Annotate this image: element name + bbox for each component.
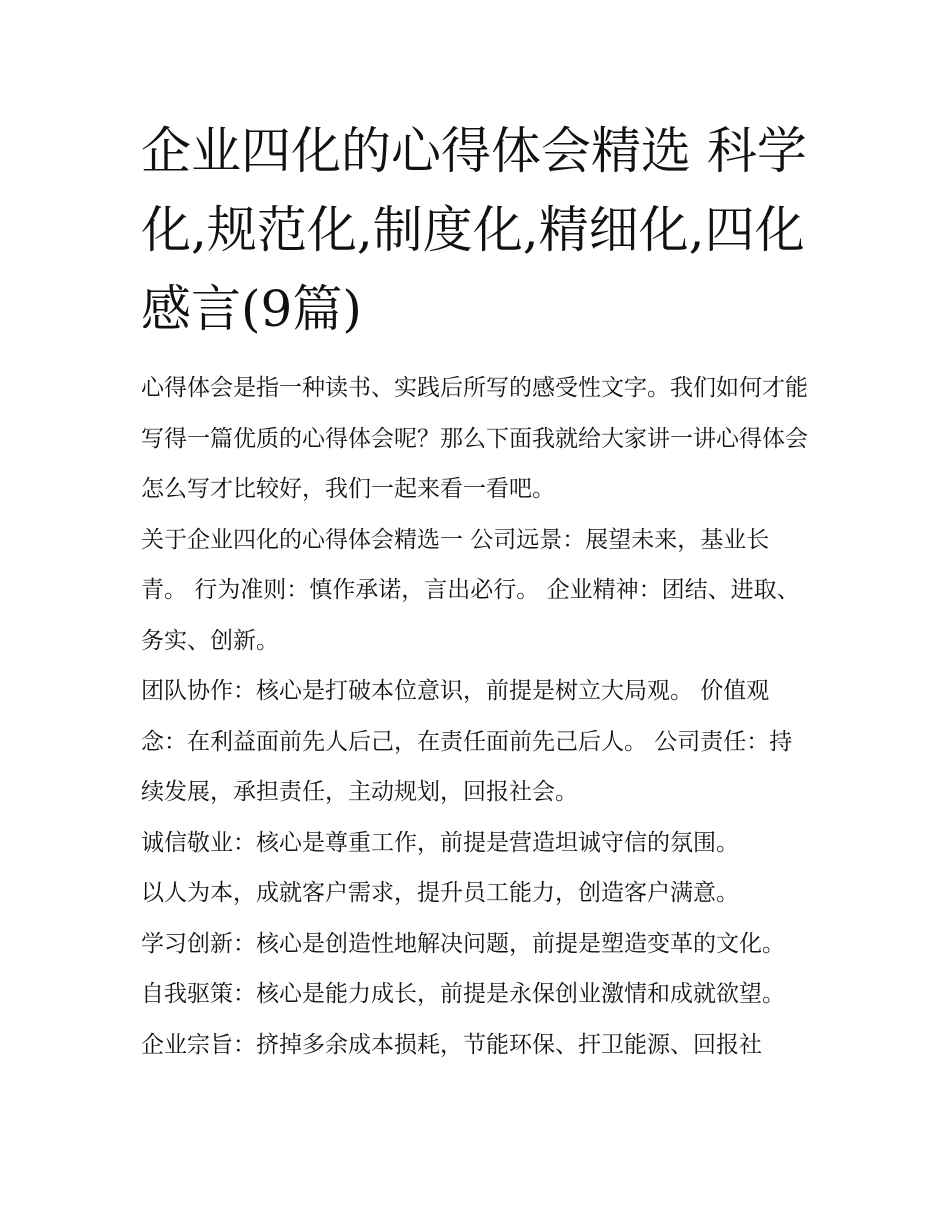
paragraph-vision: 关于企业四化的心得体会精选一 公司远景：展望未来，基业长青。 行为准则：慎作承诺，言出必行。 企业精神：团结、进取、务实、创新。 — [141, 526, 800, 654]
document-body — [141, 363, 813, 1070]
paragraph-integrity: 诚信敬业：核心是尊重工作，前提是营造坦诚守信的氛围。 — [141, 829, 739, 856]
document-content — [141, 112, 813, 1070]
document-title: 企业四化的心得体会精选 科学化,规范化,制度化,精细化,四化感言(9篇) — [141, 122, 807, 338]
paragraph-teamwork: 团队协作：核心是打破本位意识，前提是树立大局观。 价值观念：在利益面前先人后己，在责任面前先己后人。 公司责任：持续发展，承担责任，主动规划，回报社会。 — [141, 678, 793, 805]
paragraph-purpose: 企业宗旨：挤掉多余成本损耗，节能环保、扞卫能源、回报社 — [141, 1031, 762, 1058]
paragraph-people-oriented: 以人为本，成就客户需求，提升员工能力，创造客户满意。 — [141, 880, 739, 906]
paragraph-intro: 心得体会是指一种读书、实践后所写的感受性文字。我们如何才能写得一篇优质的心得体会呢？那么下面我就给大家讲一讲心得体会怎么写才比较好，我们一起来看一看吧。 — [141, 375, 808, 502]
paragraph-innovation: 学习创新：核心是创造性地解决问题，前提是塑造变革的文化。 自我驱策：核心是能力成长，前提是永保创业激情和成就欲望。 — [141, 930, 785, 1007]
